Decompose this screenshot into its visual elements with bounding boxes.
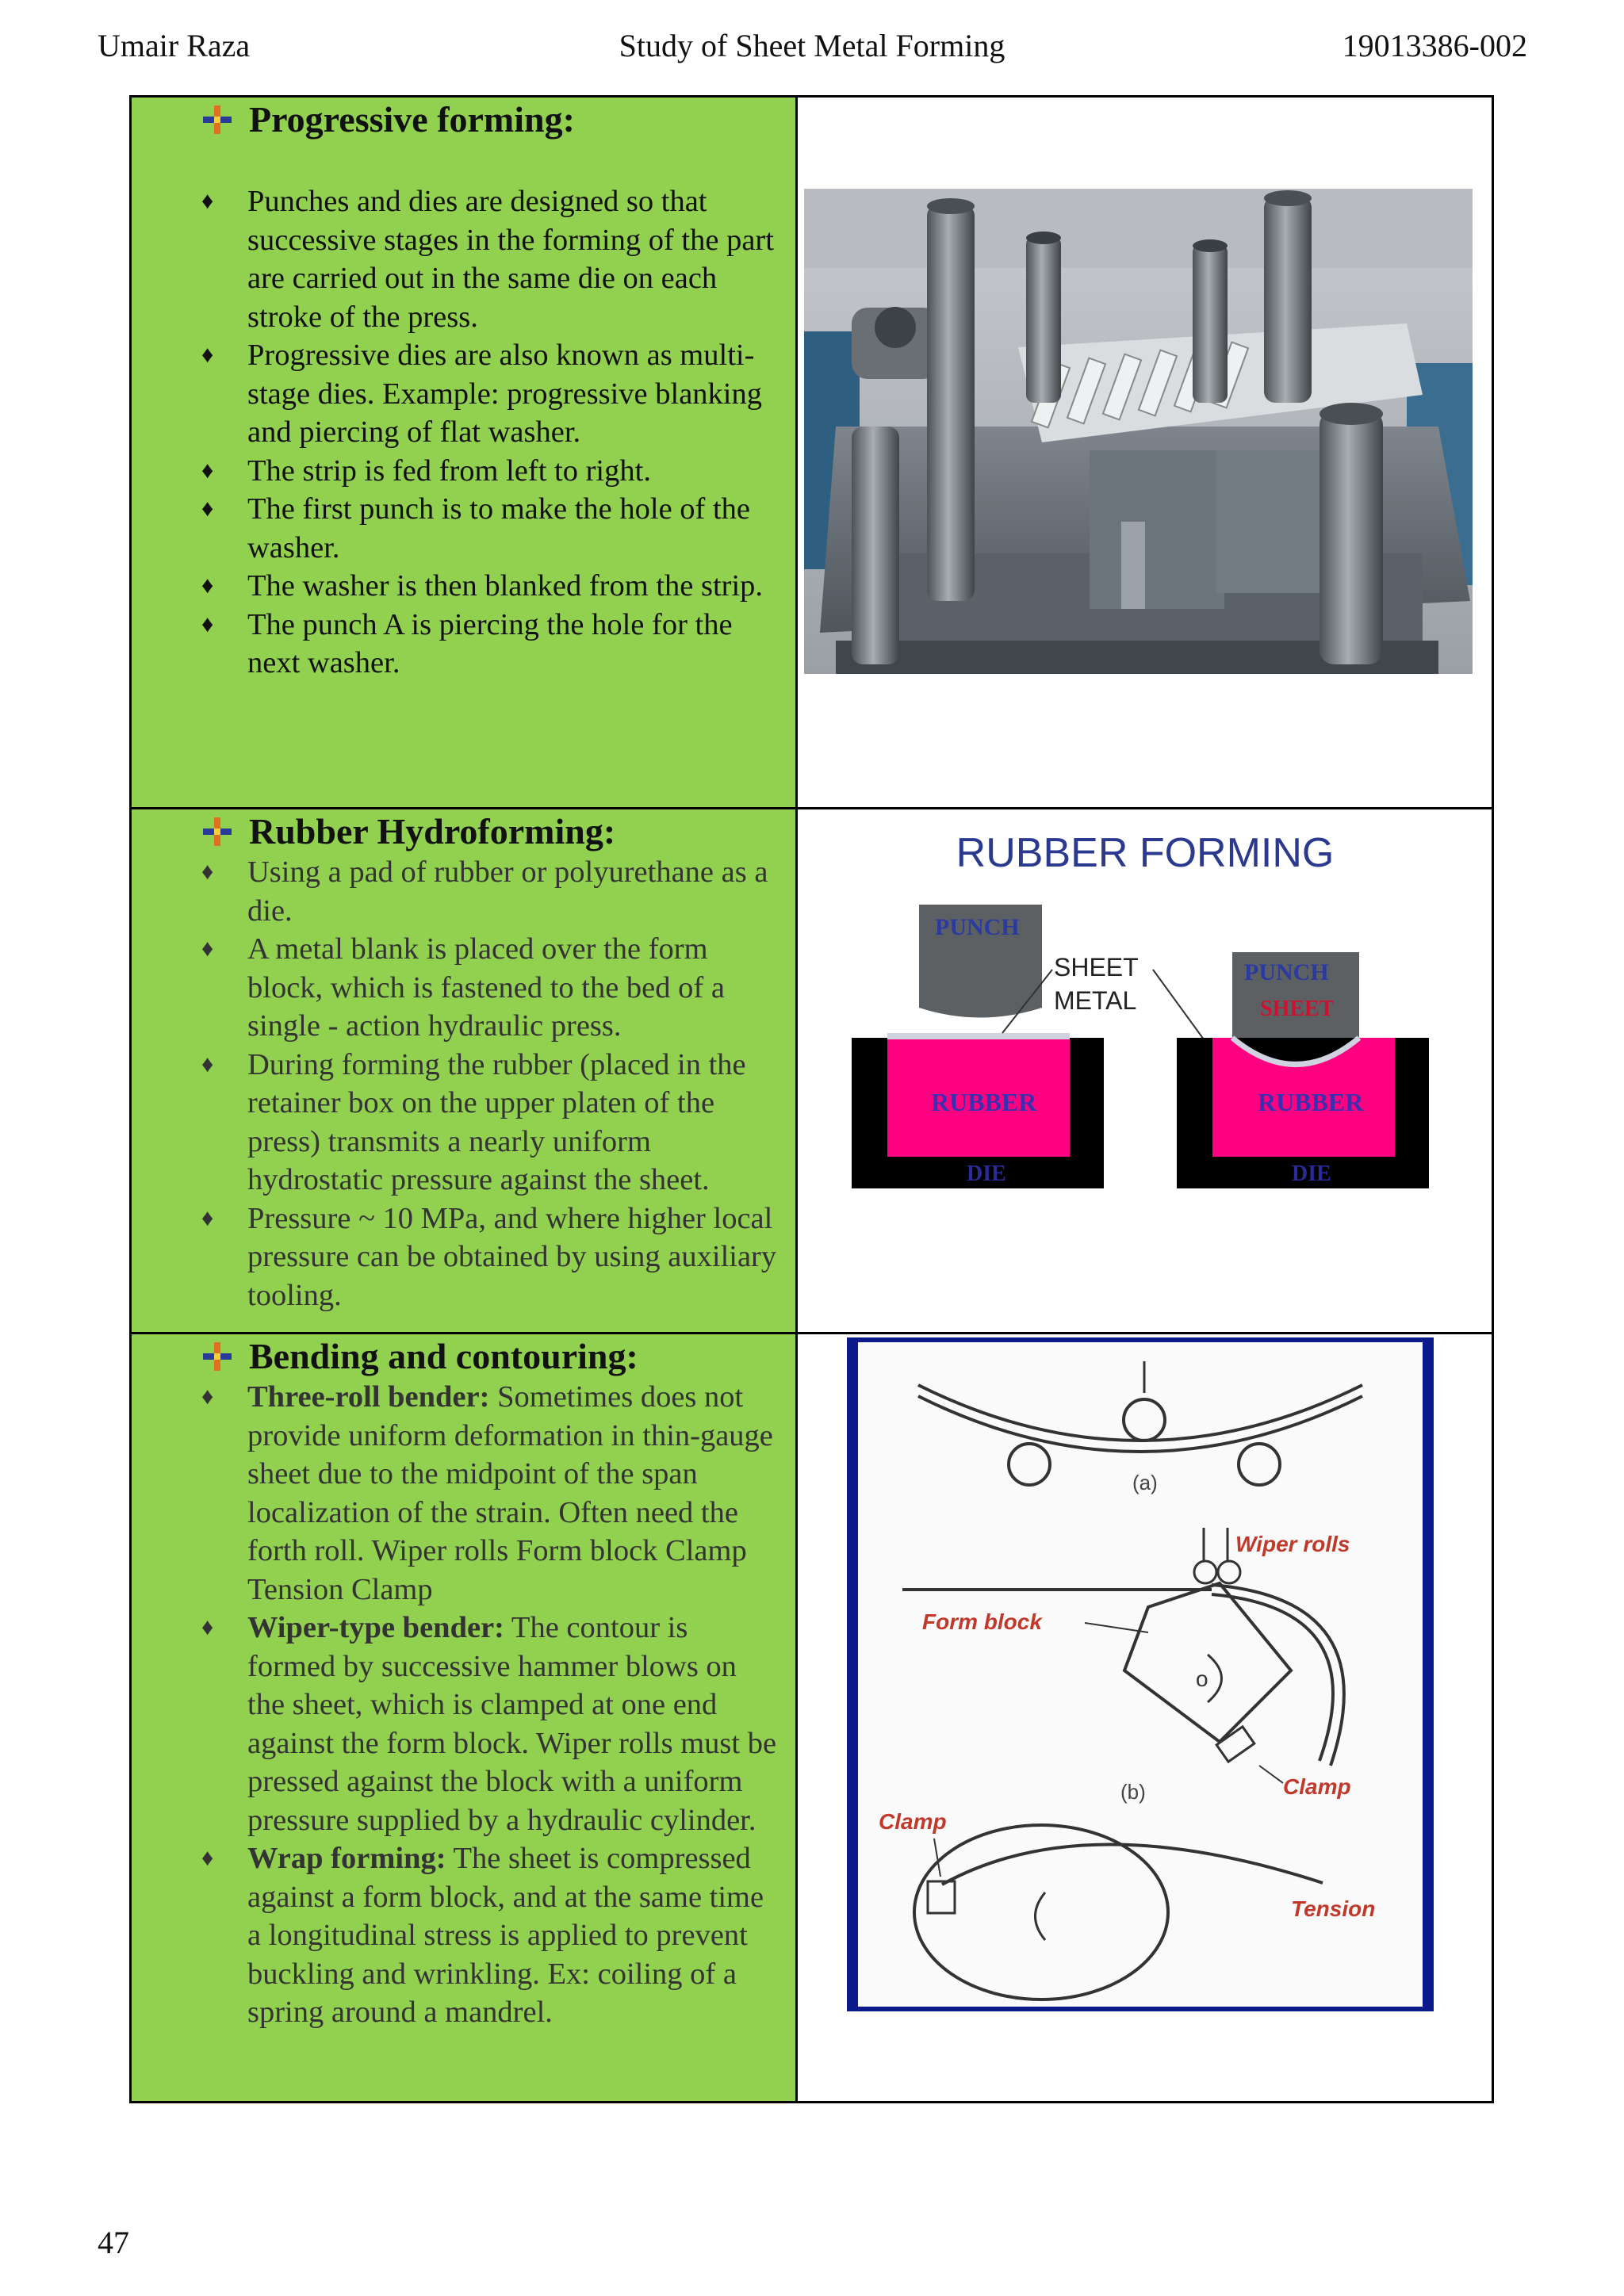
list-item: ♦ The punch A is piercing the hole for the next washer. [247, 606, 781, 683]
bending-bullets [132, 1378, 795, 2032]
svg-text:DIE: DIE [967, 1161, 1006, 1186]
list-item: ♦ Three-roll bender: Sometimes does not provide uniform deformation in thin-gauge sheet due to the midpoint of the span localization of the strain. Often need the forth roll. Wiper rolls Form block Clamp Tension Clamp [247, 1378, 781, 1609]
list-item: ♦ The washer is then blanked from the strip. [247, 567, 781, 606]
progressive-die-photo [804, 189, 1473, 674]
svg-text:o: o [1196, 1667, 1208, 1691]
list-item: ♦ During forming the rubber (placed in the retainer box on the upper platen of the press) transmits a nearly uniform hydrostatic pressure against the sheet. [247, 1046, 781, 1200]
list-item: ♦ Progressive dies are also known as multi-stage dies. Example: progressive blanking and piercing of flat washer. [247, 336, 781, 452]
svg-text:PUNCH: PUNCH [1244, 959, 1329, 985]
list-item: ♦ Wrap forming: The sheet is compressed against a form block, and at the same time a longitudinal stress is applied to prevent buckling and wrinkling. Ex: coiling of a spring around a mandrel. [247, 1839, 781, 2032]
rubber-figure-cell [797, 809, 1493, 1334]
bending-diagram [847, 1337, 1434, 2011]
svg-text:Wiper rolls: Wiper rolls [1235, 1532, 1350, 1556]
figure-title: RUBBER FORMING [956, 830, 1335, 876]
svg-text:(a): (a) [1132, 1471, 1158, 1494]
svg-text:METAL: METAL [1054, 986, 1137, 1015]
list-item: ♦ Punches and dies are designed so that successive stages in the forming of the part are carried out in the same die on each stroke of the press. [247, 182, 781, 336]
svg-text:Clamp: Clamp [879, 1809, 947, 1834]
bending-figure-cell [797, 1334, 1493, 2103]
header-id: 19013386-002 [1342, 28, 1527, 63]
progressive-bullets [132, 182, 795, 683]
list-item: ♦ A metal blank is placed over the form block, which is fastened to the bed of a single - action hydraulic press. [247, 930, 781, 1046]
rubber-bullets [132, 853, 795, 1314]
rubber-forming-diagram [804, 825, 1470, 1269]
list-item: ♦ Wiper-type bender: The contour is formed by successive hammer blows on the sheet, which is clamped at one end against the form block. Wiper rolls must be pressed against the block with a uniform pressure supplied by a hydraulic cylinder. [247, 1609, 781, 1839]
list-item: ♦ Using a pad of rubber or polyurethane as a die. [247, 853, 781, 930]
svg-text:Form block: Form block [922, 1609, 1042, 1634]
content-table [129, 95, 1494, 2103]
svg-text:PUNCH: PUNCH [935, 914, 1020, 940]
cross-bullet-icon [201, 816, 233, 848]
header-author: Umair Raza [98, 28, 251, 63]
rubber-text-cell [131, 809, 797, 1334]
section-title-bending: Bending and contouring: [132, 1334, 795, 1378]
bending-text-cell [131, 1334, 797, 2103]
svg-text:SHEET: SHEET [1260, 997, 1335, 1021]
cross-bullet-icon [201, 1341, 233, 1372]
svg-text:RUBBER: RUBBER [1258, 1088, 1364, 1116]
list-item: ♦ Pressure ~ 10 MPa, and where higher local pressure can be obtained by using auxiliary tooling. [247, 1200, 781, 1315]
page-number: 47 [98, 2225, 129, 2260]
svg-text:(b): (b) [1120, 1780, 1146, 1804]
progressive-figure-cell [797, 97, 1493, 809]
section-title-progressive: Progressive forming: [132, 98, 795, 141]
section-title-rubber: Rubber Hydroforming: [132, 809, 795, 853]
svg-text:SHEET: SHEET [1054, 953, 1139, 982]
list-item: ♦ The strip is fed from left to right. [247, 452, 781, 491]
cross-bullet-icon [201, 104, 233, 136]
progressive-text-cell [131, 97, 797, 809]
header-title: Study of Sheet Metal Forming [619, 28, 1005, 63]
svg-text:Clamp: Clamp [1283, 1774, 1351, 1799]
list-item: ♦ The first punch is to make the hole of the washer. [247, 490, 781, 567]
svg-text:DIE: DIE [1292, 1161, 1331, 1186]
svg-text:RUBBER: RUBBER [931, 1088, 1037, 1116]
svg-text:Tension: Tension [1291, 1896, 1376, 1921]
